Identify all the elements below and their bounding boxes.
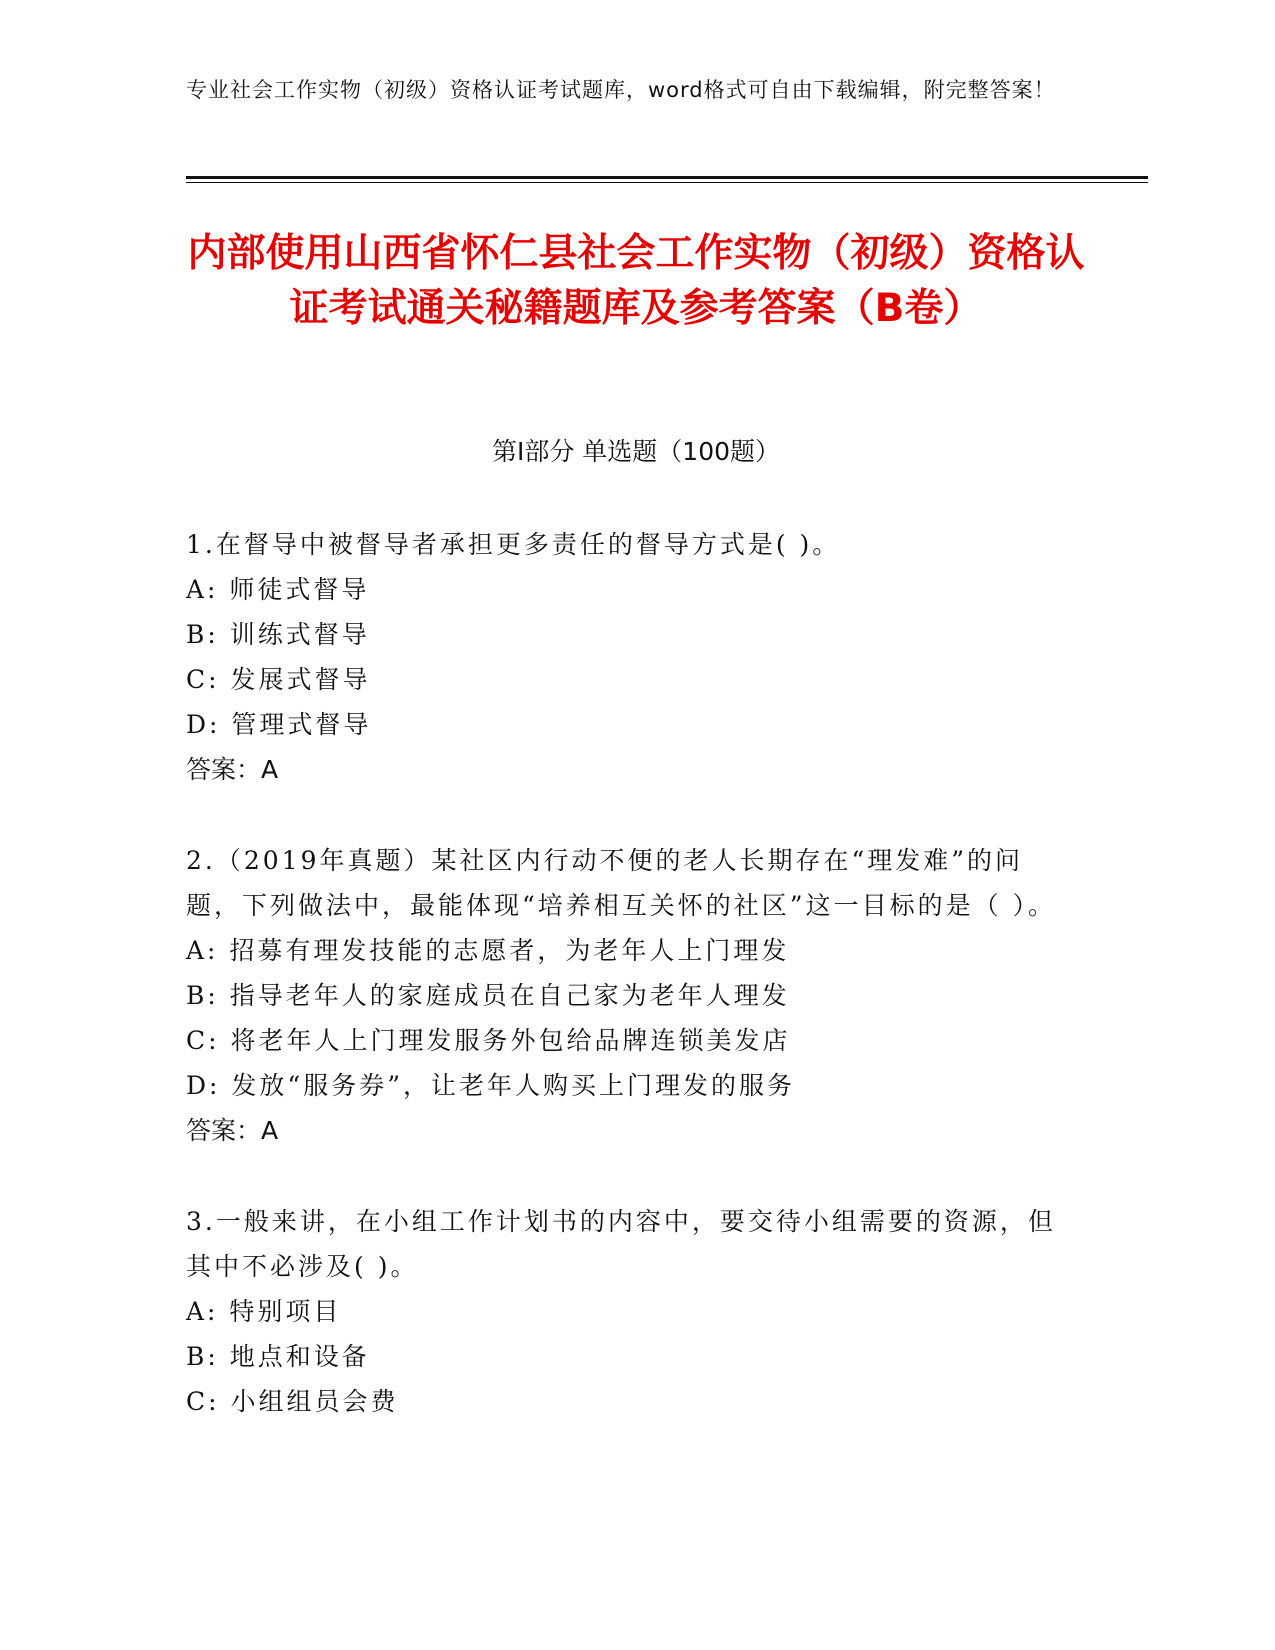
header-note: 专业社会工作实物（初级）资格认证考试题库，word格式可自由下载编辑，附完整答案！ [186,78,1056,102]
answer-line: 答案：A [186,1116,279,1145]
option-c: C: 发展式督导 [186,665,371,694]
option-c: C: 将老年人上门理发服务外包给品牌连锁美发店 [186,1026,791,1055]
option-b: B: 指导老年人的家庭成员在自己家为老年人理发 [186,981,790,1010]
option-a: A: 招募有理发技能的志愿者，为老年人上门理发 [186,936,790,965]
question-stem: 3.一般来讲，在小组工作计划书的内容中，要交待小组需要的资源，但其中不必涉及( )。 [186,1207,1056,1281]
document-title: 内部使用山西省怀仁县社会工作实物（初级）资格认证考试通关秘籍题库及参考答案（B卷） [187,231,1085,331]
question-stem: 2.（2019年真题）某社区内行动不便的老人长期存在“理发难”的问题，下列做法中，最能体现“培养相互关怀的社区”这一目标的是（ ）。 [186,846,1057,920]
option-b: B: 训练式督导 [186,620,370,649]
option-d: D: 发放“服务券”，让老年人购买上门理发的服务 [186,1071,795,1100]
question-item [186,522,1066,792]
option-c: C: 小组组员会费 [186,1387,399,1416]
option-a: A: 特别项目 [186,1297,342,1326]
answer-line: 答案：A [186,755,279,784]
option-a: A: 师徒式督导 [186,575,370,604]
option-d: D: 管理式督导 [186,710,372,739]
section-heading: 第I部分 单选题（100题） [491,437,781,466]
option-b: B: 地点和设备 [186,1342,370,1371]
question-item [186,838,1066,1153]
question-stem: 1.在督导中被督导者承担更多责任的督导方式是( )。 [186,530,841,559]
header-rule-thick [186,176,1148,179]
question-list [186,522,1066,1470]
question-item [186,1199,1066,1424]
header-rule-thin [186,182,1148,183]
